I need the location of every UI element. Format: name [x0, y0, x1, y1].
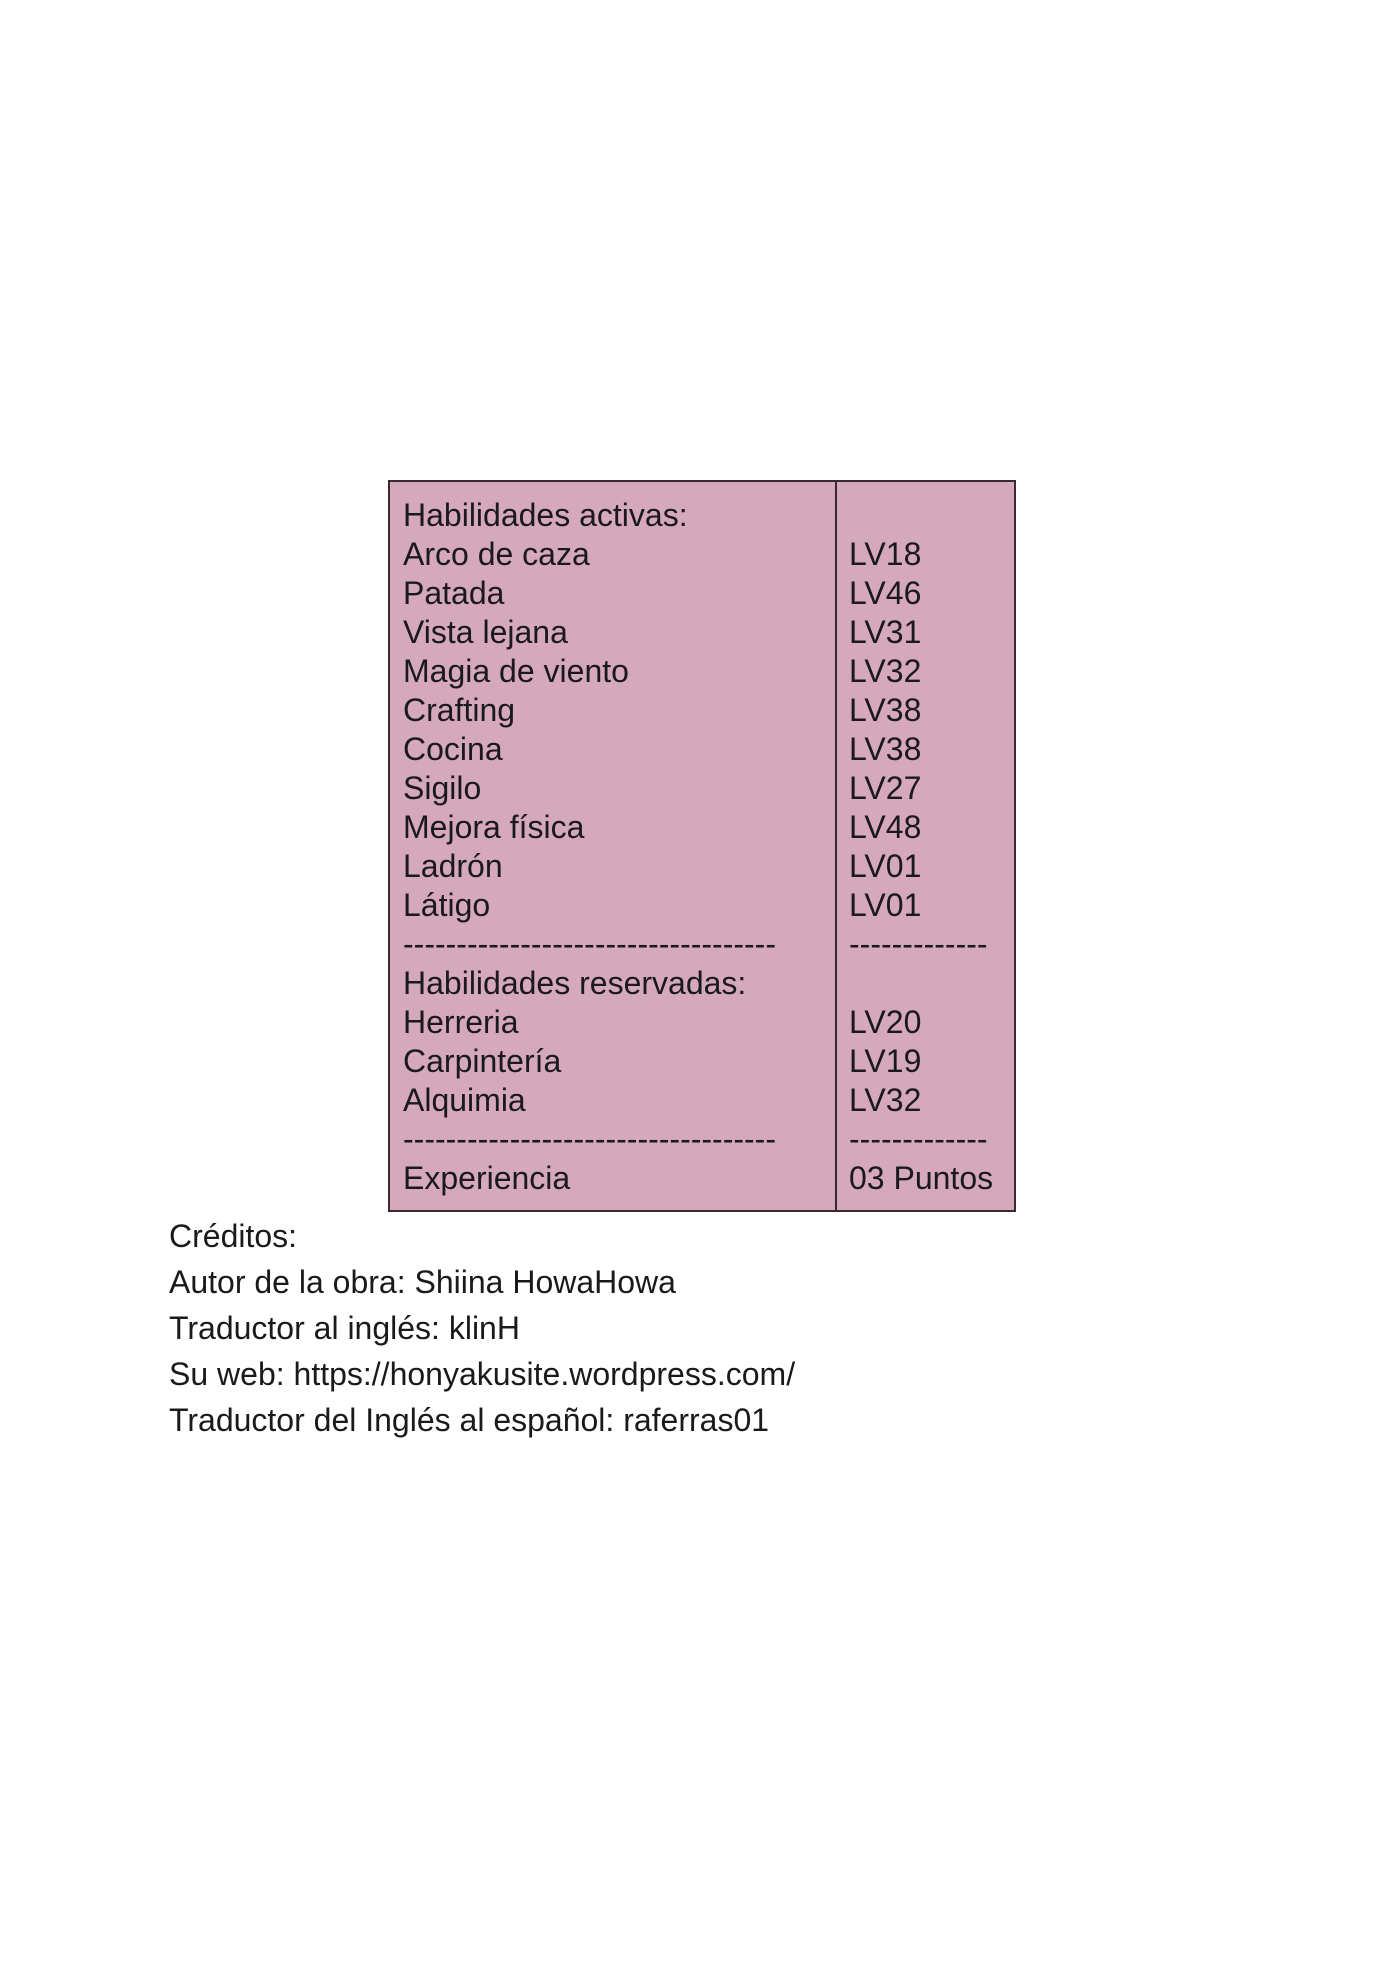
experience-value: 03 Puntos — [849, 1160, 994, 1196]
skill-name: Herreria — [403, 1004, 519, 1040]
skill-name: Vista lejana — [403, 614, 568, 650]
skill-level: LV38 — [849, 692, 922, 728]
credits-author: Autor de la obra: Shiina HowaHowa — [169, 1264, 676, 1300]
empty-cell — [849, 964, 1014, 1003]
credits-section — [169, 1213, 795, 1443]
skill-level: LV46 — [849, 575, 922, 611]
skill-names-column — [390, 482, 837, 1210]
skill-level: LV38 — [849, 731, 922, 767]
skill-name: Látigo — [403, 887, 491, 923]
skill-name: Patada — [403, 575, 505, 611]
skill-level: LV01 — [849, 887, 922, 923]
credits-website: Su web: https://honyakusite.wordpress.com/ — [169, 1356, 796, 1392]
skill-level: LV01 — [849, 848, 922, 884]
separator: ------------- — [849, 1121, 988, 1157]
credits-spanish-translator: Traductor del Inglés al español: raferras01 — [169, 1402, 770, 1438]
skill-level: LV48 — [849, 809, 922, 845]
credits-heading: Créditos: — [169, 1218, 298, 1254]
skill-name: Alquimia — [403, 1082, 526, 1118]
skill-level: LV32 — [849, 653, 922, 689]
active-skills-header: Habilidades activas: — [403, 497, 688, 533]
skill-levels-column — [837, 482, 1014, 1210]
separator: ------------- — [849, 926, 988, 962]
skill-level: LV32 — [849, 1082, 922, 1118]
skill-name: Cocina — [403, 731, 503, 767]
separator: ----------------------------------- — [403, 1121, 776, 1157]
skill-level: LV31 — [849, 614, 922, 650]
experience-label: Experiencia — [403, 1160, 571, 1196]
skill-level: LV20 — [849, 1004, 922, 1040]
reserved-skills-header: Habilidades reservadas: — [403, 965, 747, 1001]
skill-name: Carpintería — [403, 1043, 562, 1079]
separator: ----------------------------------- — [403, 926, 776, 962]
skill-level: LV27 — [849, 770, 922, 806]
skills-table — [388, 480, 1016, 1212]
skill-name: Sigilo — [403, 770, 482, 806]
skill-name: Mejora física — [403, 809, 585, 845]
skill-name: Arco de caza — [403, 536, 590, 572]
skill-level: LV18 — [849, 536, 922, 572]
skill-name: Magia de viento — [403, 653, 629, 689]
skill-level: LV19 — [849, 1043, 922, 1079]
skill-name: Ladrón — [403, 848, 503, 884]
empty-cell — [849, 496, 1014, 535]
credits-english-translator: Traductor al inglés: klinH — [169, 1310, 520, 1346]
skill-name: Crafting — [403, 692, 516, 728]
